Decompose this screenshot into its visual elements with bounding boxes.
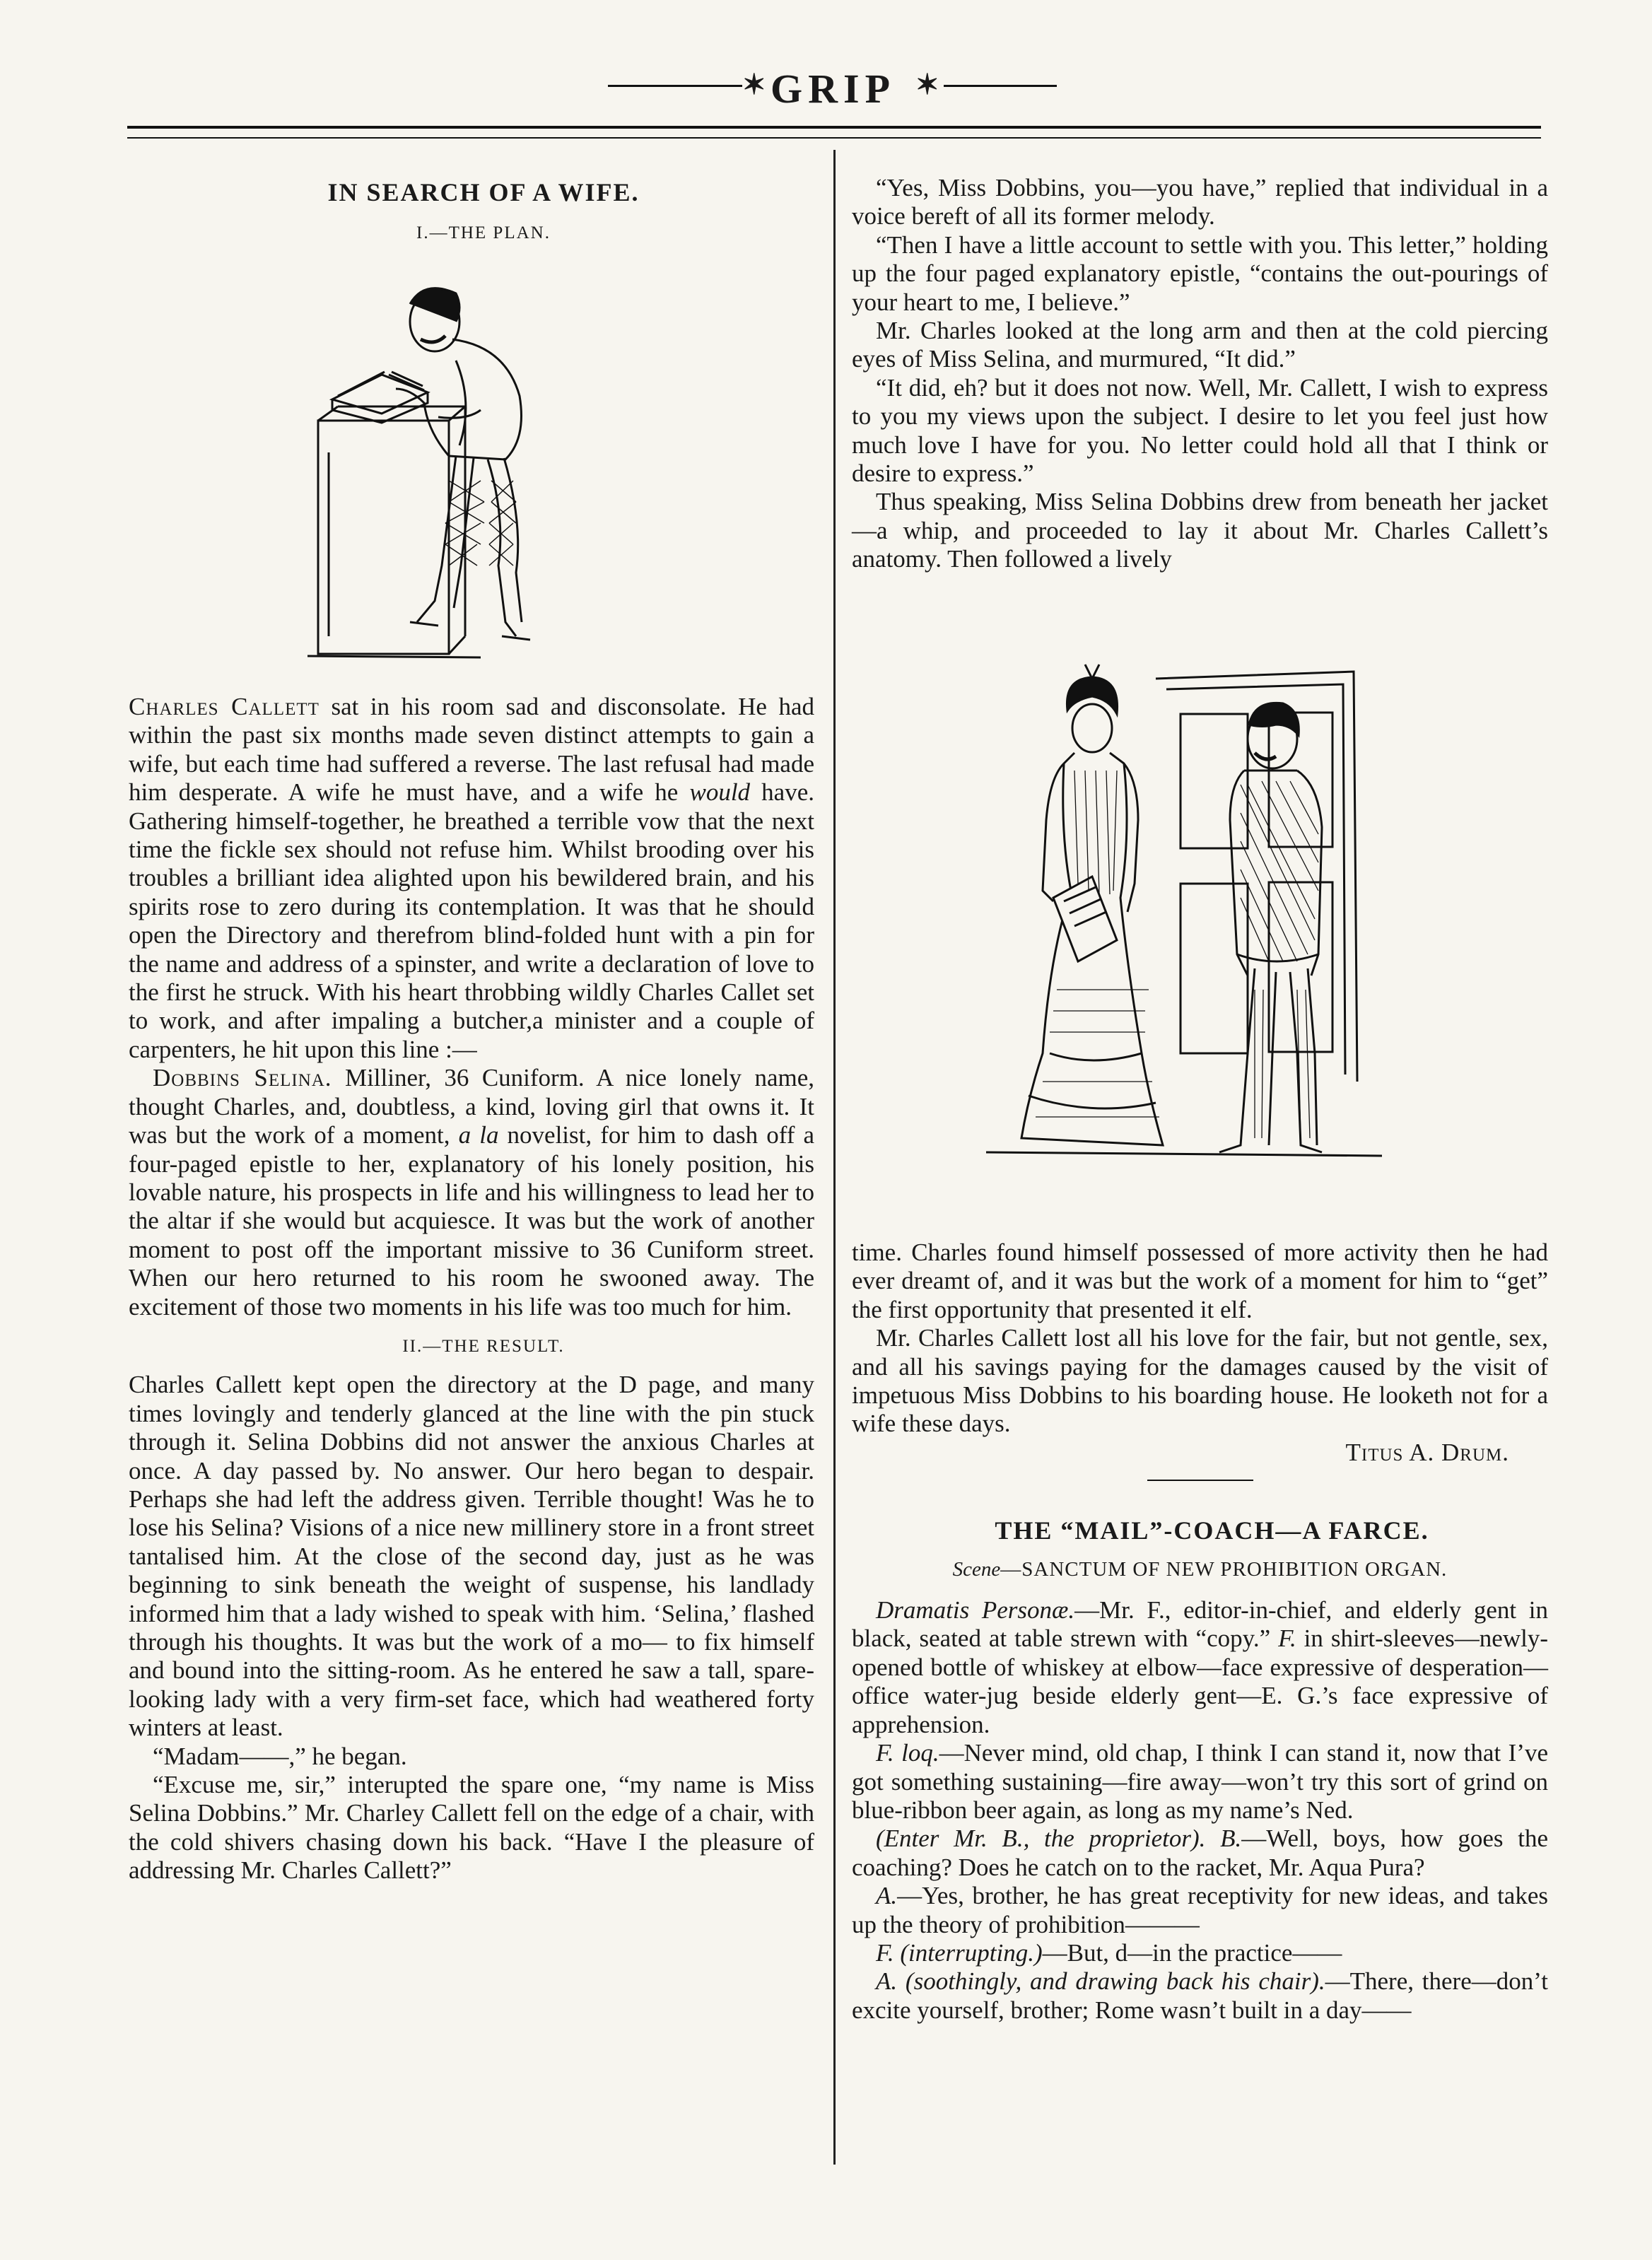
text-run: —But, d—in the practice—— xyxy=(1042,1938,1342,1967)
paragraph xyxy=(852,1882,1548,1939)
illustration-lady-and-gentleman xyxy=(986,657,1410,1195)
paragraph: “It did, eh? but it does not now. Well, Mr. Callett, I wish to express to you my views upon the subject. I desire to let you feel just how much love I have for you. No letter could hold all that I think or desire to express.” xyxy=(852,373,1548,488)
paragraph xyxy=(852,1825,1548,1882)
left-column-header xyxy=(129,178,814,248)
emphasis: (Enter Mr. B., the proprietor). B. xyxy=(876,1825,1242,1853)
paragraph: “Then I have a little account to settle with you. This letter,” holding up the four paged explanatory epistle, “contains the out-pourings of your heart to me, I believe.” xyxy=(852,230,1548,316)
star-ornament-right-icon: ✶ xyxy=(915,69,939,100)
emphasis: a la xyxy=(458,1121,499,1149)
article-heading: IN SEARCH OF A WIFE. xyxy=(327,178,640,206)
signature: Titus A. Drum. xyxy=(1345,1438,1509,1466)
text-run: —Mr. F., editor-in-chief, and elderly gent in black, seated at table strewn with “copy.” xyxy=(852,1596,1548,1653)
paragraph xyxy=(852,1596,1548,1739)
paragraph xyxy=(129,693,814,1064)
emphasis: A. xyxy=(876,1882,898,1910)
text-run: in shirt-sleeves—newly-opened bottle of whiskey at elbow—face expressive of desperation—office water-jug beside elderly gent—E. G.’s face expressive of apprehension. xyxy=(852,1624,1548,1738)
text-run: sat in his room sad and disconsolate. He had within the past six months made seven distinct attempts to gain a wife, but each time had suffered a reverse. The last refusal had made him desperate. A wife he must have, and a wife he xyxy=(129,693,814,807)
right-column-top xyxy=(852,174,1548,574)
left-column-body xyxy=(129,693,814,1885)
paragraph: Charles Callett kept open the directory at the D page, and many times lovingly and tenderly glanced at the line with the pin stuck through it. Selina Dobbins did not answer the anxious Charles at once. A day passed by. No answer. Our hero began to despair. Perhaps she had left the address given. Terrible thought! Was he to lose his Selina? Visions of a nice new millinery store in a front street tantalised him. At the close of the second day, just as he was beginning to sink beneath the weight of suspense, his landlady informed him that a lady wished to speak with him. ‘Selina,’ flashed through his thoughts. It was but the work of a mo— to fix himself and bound into the sitting-room. As he entered he saw a tall, spare-looking lady with a very firm-set face, which had weathered forty winters at least. xyxy=(129,1371,814,1742)
paragraph: “Madam——,” he began. xyxy=(153,1742,407,1770)
paragraph: Thus speaking, Miss Selina Dobbins drew from beneath her jacket—a whip, and proceeded to lay it about Mr. Charles Callett’s anatomy. Then followed a lively xyxy=(852,488,1548,573)
text-run: —Never mind, old chap, I think I can stand it, now that I’ve got something sustaining—fire away—won’t try this sort of grind on blue-ribbon beer again, as long as my name’s Ned. xyxy=(852,1739,1548,1824)
header-rule-top xyxy=(127,126,1541,129)
paragraph: Mr. Charles looked at the long arm and then at the cold piercing eyes of Miss Selina, and murmured, “It did.” xyxy=(852,317,1548,373)
paragraph: Mr. Charles Callett lost all his love for the fair, but not gentle, sex, and all his savings paying for the damages caused by the visit of impetuous Miss Dobbins to his boarding house. He looketh not for a wife these days. xyxy=(852,1324,1548,1438)
emphasis: A. (soothingly, and drawing back his chair). xyxy=(876,1967,1325,1996)
section-heading-result: II.—THE RESULT. xyxy=(402,1336,565,1356)
paragraph xyxy=(852,1739,1548,1825)
emphasis: would xyxy=(689,778,751,807)
emphasis: F. xyxy=(1278,1624,1296,1653)
emphasis: F. loq. xyxy=(876,1739,939,1767)
paragraph xyxy=(852,1939,1548,1967)
masthead-title: GRIP xyxy=(771,66,896,112)
right-column-continued xyxy=(852,1239,1548,2025)
farce-heading: THE “MAIL”-COACH—A FARCE. xyxy=(995,1516,1429,1545)
section-heading-plan: I.—THE PLAN. xyxy=(416,223,551,243)
separator-line xyxy=(1147,1480,1253,1481)
paragraph: “Yes, Miss Dobbins, you—you have,” replied that individual in a voice bereft of all its former melody. xyxy=(852,174,1548,230)
name-callout: Dobbins Selina. xyxy=(153,1064,332,1092)
text-run: novelist, for him to dash off a four-paged epistle to her, explanatory of his lonely position, his lovable nature, his prospects in life and his willingness to lead her to the altar if she would but acquiesce. It was but the work of another moment to post off the important missive to 36 Cuniform street. When our hero returned to his room he swooned away. The excitement of those two moments in his life was too much for him. xyxy=(129,1121,815,1321)
text-run: —Well, boys, how goes the coaching? Does he catch on to the racket, Mr. Aqua Pura? xyxy=(852,1825,1548,1881)
emphasis: F. (interrupting.) xyxy=(876,1938,1043,1967)
header-rule-bottom xyxy=(127,137,1541,139)
scene-line xyxy=(852,1555,1548,1583)
text-run: Milliner, 36 Cuniform. A nice lonely name, thought Charles, and, doubtless, a kind, loving girl that owns it. It was but the work of a moment, xyxy=(129,1064,814,1149)
name-callout: Charles Callett xyxy=(129,693,320,720)
column-divider xyxy=(833,150,836,2165)
masthead xyxy=(0,65,1652,112)
paragraph xyxy=(129,1064,814,1321)
text-run: —Yes, brother, he has great receptivity for new ideas, and takes up the theory of prohibition——— xyxy=(852,1882,1548,1938)
text-run: —There, there—don’t excite yourself, brother; Rome wasn’t built in a day—— xyxy=(852,1967,1548,2024)
star-ornament-left-icon: ✶ xyxy=(742,69,766,100)
emphasis: Dramatis Personæ. xyxy=(876,1596,1075,1624)
masthead-rule-left xyxy=(608,85,742,87)
masthead-rule-right xyxy=(944,85,1057,87)
text-run: have. Gathering himself-together, he breathed a terrible vow that the next time the fickle sex should not refuse him. Whilst brooding over his troubles a brilliant idea alighted upon his bewildered brain, and his spirits rose to zero during its contemplation. It was that he should open the Directory and therefrom blind-folded hunt with a pin for the name and address of a spinster, and write a declaration of love to the first he struck. With his heart throbbing wildly Charles Callet set to work, and after impaling a butcher,a minister and a couple of carpenters, he hit upon this line :— xyxy=(129,778,814,1063)
paragraph: “Excuse me, sir,” interupted the spare one, “my name is Miss Selina Dobbins.” Mr. Charley Callett fell on the edge of a chair, with the cold shivers chasing down his back. “Have I the pleasure of addressing Mr. Charles Callett?” xyxy=(129,1771,814,1885)
paragraph xyxy=(852,1967,1548,2025)
illustration-man-at-desk xyxy=(304,269,615,679)
text-run: —SANCTUM OF NEW PROHIBITION ORGAN. xyxy=(1000,1557,1448,1581)
paragraph: time. Charles found himself possessed of more activity then he had ever dreamt of, and it was but the work of a moment for him to “get” the first opportunity that presented it elf. xyxy=(852,1239,1548,1323)
emphasis: Scene xyxy=(952,1557,1001,1581)
